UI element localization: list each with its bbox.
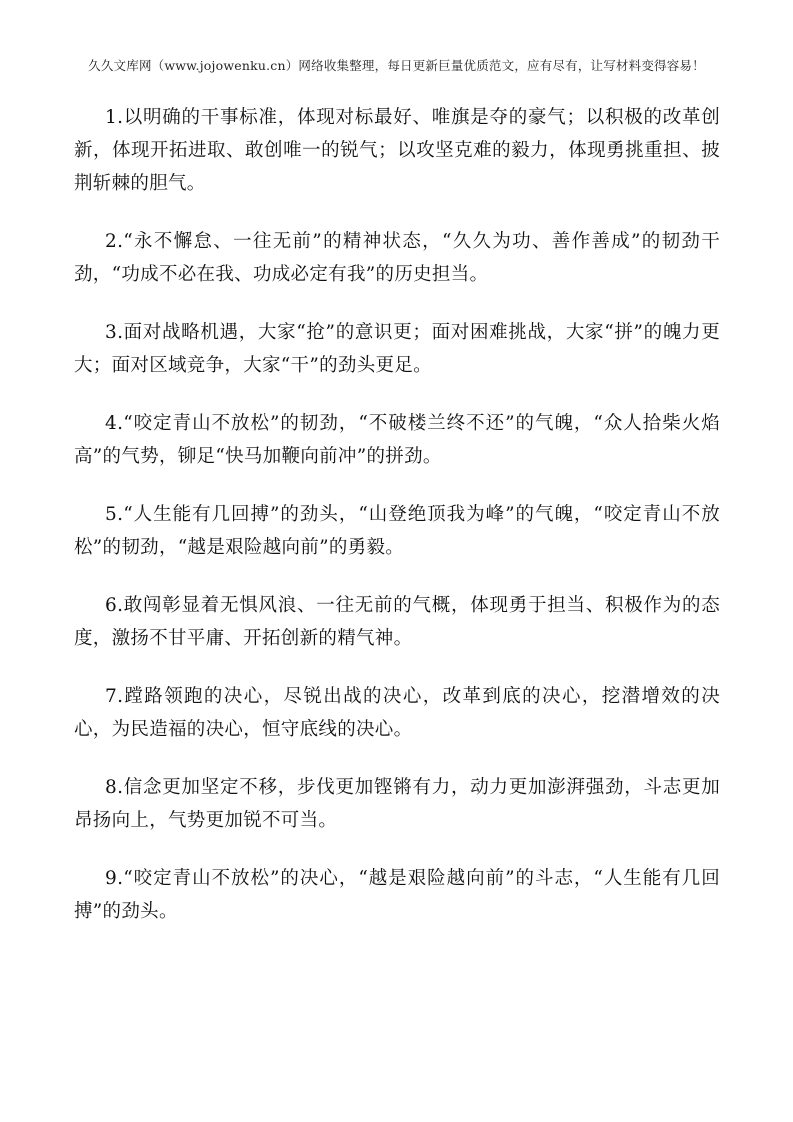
paragraph-2: 2.“永不懈怠、一往无前”的精神状态，“久久为功、善作善成”的韧劲干劲，“功成不必在我、功成必定有我”的历史担当。 bbox=[74, 231, 720, 285]
paragraph-9: 9.“咬定青山不放松”的决心，“越是艰险越向前”的斗志，“人生能有几回搏”的劲头。 bbox=[74, 868, 720, 922]
paragraph-1: 1.以明确的干事标准，体现对标最好、唯旗是夺的豪气；以积极的改革创新，体现开拓进取、敢创唯一的锐气；以攻坚克难的毅力，体现勇挑重担、披荆斩棘的胆气。 bbox=[74, 107, 720, 194]
paragraph-3: 3.面对战略机遇，大家“抢”的意识更；面对困难挑战，大家“拼”的魄力更大；面对区域竞争，大家“干”的劲头更足。 bbox=[74, 322, 720, 376]
paragraph-7: 7.蹚路领跑的决心，尽锐出战的决心，改革到底的决心，挖潜增效的决心，为民造福的决心，恒守底线的决心。 bbox=[74, 686, 720, 740]
document-body bbox=[74, 101, 720, 953]
page-header: 久久文库网（www.jojowenku.cn）网络收集整理，每日更新巨量优质范文，应有尽有，让写材料变得容易！ bbox=[88, 58, 705, 73]
paragraph-6: 6.敢闯彰显着无惧风浪、一往无前的气概，体现勇于担当、积极作为的态度，激扬不甘平庸、开拓创新的精气神。 bbox=[74, 595, 720, 649]
paragraph-5: 5.“人生能有几回搏”的劲头，“山登绝顶我为峰”的气魄，“咬定青山不放松”的韧劲，“越是艰险越向前”的勇毅。 bbox=[74, 504, 720, 558]
paragraph-8: 8.信念更加坚定不移，步伐更加铿锵有力，动力更加澎湃强劲，斗志更加昂扬向上，气势更加锐不可当。 bbox=[74, 777, 720, 831]
paragraph-4: 4.“咬定青山不放松”的韧劲，“不破楼兰终不还”的气魄，“众人拾柴火焰高”的气势，铆足“快马加鞭向前冲”的拼劲。 bbox=[74, 413, 720, 467]
